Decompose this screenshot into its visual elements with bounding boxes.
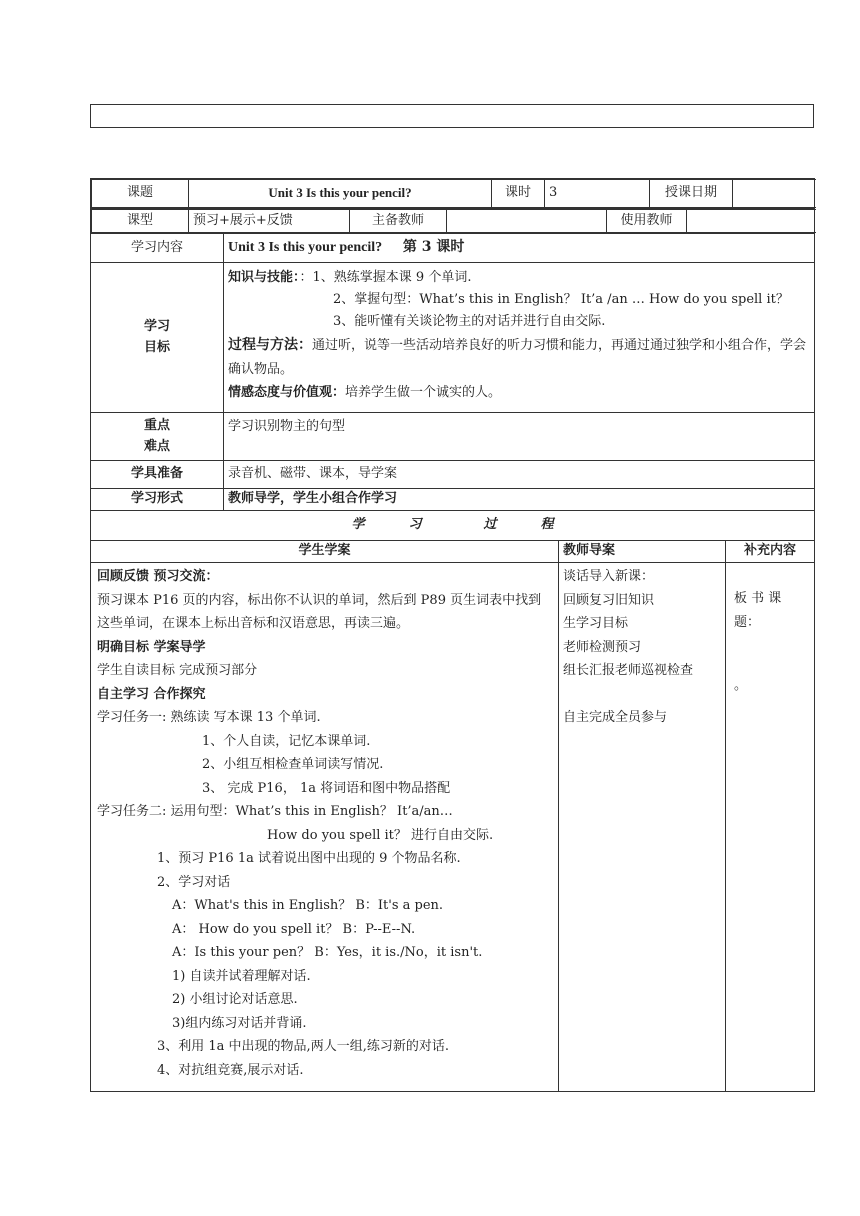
lesson-plan-table — [90, 178, 815, 1092]
extra-content — [726, 563, 815, 1092]
task-1-step-3: 3、 完成 P16， 1a 将词语和图中物品搭配 — [202, 780, 451, 796]
student-plan — [91, 563, 559, 1092]
extra-line-1: 板 书 课 — [734, 591, 782, 606]
form-label: 学习形式 — [91, 489, 224, 511]
goal-heading: 明确目标 学案导学 — [97, 639, 206, 655]
type-label: 课型 — [92, 210, 189, 233]
task-2-step-4: 4、对抗组竞赛,展示对话. — [157, 1062, 304, 1078]
self-study-heading: 自主学习 合作探究 — [97, 686, 206, 702]
content-label: 学习内容 — [91, 234, 224, 263]
tools-value: 录音机、磁带、课本，导学案 — [224, 461, 815, 489]
user-teacher-value — [687, 210, 816, 233]
key-points-label: 重点 难点 — [91, 413, 224, 461]
task-1-step-1: 1、个人自读，记忆本课单词. — [202, 733, 371, 749]
process-title: 学 习 过 程 — [91, 511, 815, 541]
goals-content — [224, 263, 815, 413]
task-2-step-3: 3、利用 1a 中出现的物品,两人一组,练习新的对话. — [157, 1039, 449, 1054]
teacher-step: 老师检测预习 — [563, 639, 642, 655]
review-heading: 回顾反馈 预习交流： — [97, 569, 219, 584]
prep-teacher-value — [447, 210, 607, 233]
task-2-step-1: 1、预习 P16 1a 试着说出图中出现的 9 个物品名称. — [157, 851, 461, 866]
student-plan-header: 学生学案 — [91, 541, 559, 563]
type-value: 预习+展示+反馈 — [189, 210, 350, 233]
extra-content-header: 补充内容 — [726, 541, 815, 563]
dialog-line-3: A：Is this your pen？ B：Yes，it is./No，it isn't. — [172, 945, 483, 960]
process-method-label: 过程与方法： — [228, 337, 312, 353]
period-value: 3 — [545, 180, 650, 208]
extra-line-3: 。 — [734, 678, 748, 693]
teacher-plan-header: 教师导案 — [559, 541, 726, 563]
task-2-step-2: 2、学习对话 — [157, 874, 231, 890]
period-label: 课时 — [492, 180, 545, 208]
teacher-step: 谈话导入新课： — [563, 569, 655, 584]
date-label: 授课日期 — [650, 180, 733, 208]
sub-step-2: 2) 小组讨论对话意思. — [172, 992, 298, 1007]
topic-value: Unit 3 Is this your pencil? — [189, 180, 492, 208]
process-method-text: 通过听，说等一些活动培养良好的听力习惯和能力，再通过通过独学和小组合作，学会确认物品。 — [228, 338, 807, 377]
goal-text: 学生自读目标 完成预习部分 — [97, 663, 258, 678]
date-value — [733, 180, 816, 208]
content-value-en: Unit 3 Is this your pencil? — [228, 240, 383, 256]
knowledge-item-1: ：1、熟练掌握本课 9 个单词. — [299, 270, 472, 285]
dialog-line-2: A： How do you spell it？ B：P--E--N. — [172, 921, 416, 937]
review-text: 预习课本 P16 页的内容，标出你不认识的单词，然后到 P89 页生词表中找到这些单词，在课本上标出音标和汉语意思，再读三遍。 — [97, 592, 542, 631]
emotion-label: 情感态度与价值观： — [228, 385, 346, 400]
prep-teacher-label: 主备教师 — [350, 210, 447, 233]
user-teacher-label: 使用教师 — [607, 210, 687, 233]
goals-label: 学习 目标 — [91, 263, 224, 413]
task-1: 学习任务一: 熟练读 写本课 13 个单词. — [97, 710, 321, 725]
dialog-line-1: A：What's this in English？ B：It's a pen. — [172, 898, 444, 913]
teacher-step: 生学习目标 — [563, 616, 629, 631]
teacher-step: 回顾复习旧知识 — [563, 592, 655, 608]
emotion-text: 培养学生做一个诚实的人。 — [345, 385, 502, 400]
teacher-step — [563, 683, 721, 707]
content-value-cn: 第 3 课时 — [402, 239, 465, 256]
topic-label: 课题 — [92, 180, 189, 208]
teacher-step: 组长汇报老师巡视检查 — [563, 663, 694, 678]
sub-step-3: 3)组内练习对话并背诵. — [172, 1015, 307, 1031]
knowledge-item-3: 3、能听懂有关谈论物主的对话并进行自由交际. — [333, 314, 606, 329]
knowledge-item-2: 2、掌握句型：What’s this in English？ It’a /an … How do you spell it？ — [333, 292, 789, 307]
task-1-step-2: 2、小组互相检查单词读写情况. — [202, 757, 384, 772]
task-2: 学习任务二: 运用句型：What’s this in English？ It’a/an… — [97, 804, 453, 819]
form-value: 教师导学，学生小组合作学习 — [224, 489, 815, 511]
teacher-step: 自主完成全员参与 — [563, 710, 668, 725]
knowledge-label: 知识与技能： — [228, 270, 300, 285]
content-value — [224, 234, 815, 263]
teacher-plan — [559, 563, 726, 1092]
sub-step-1: 1) 自读并试着理解对话. — [172, 968, 311, 984]
top-empty-box — [90, 104, 814, 128]
extra-line-2: 题： — [734, 614, 761, 630]
tools-label: 学具准备 — [91, 461, 224, 489]
key-points-value: 学习识别物主的句型 — [224, 413, 815, 461]
task-2-b: How do you spell it？ 进行自由交际. — [267, 827, 494, 843]
